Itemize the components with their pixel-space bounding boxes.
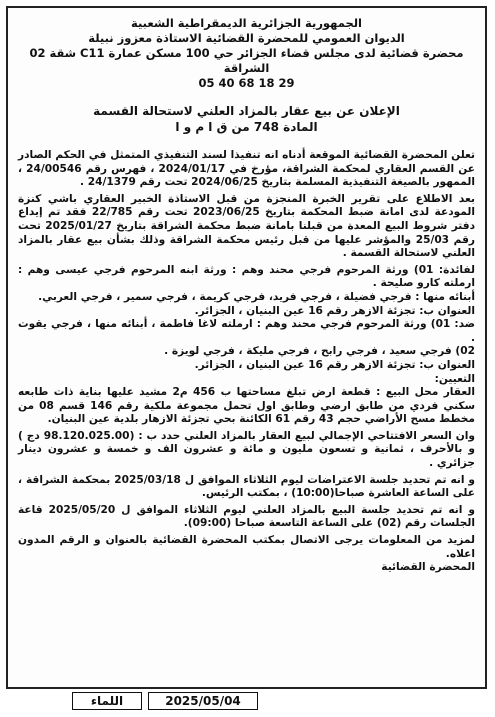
notice-title-article: المادة 748 من ق ا م و ا (175, 120, 318, 134)
paragraph-sale-session: و انه تم تحديد جلسة البيع بالمزاد العلني ليوم الثلاثاء الموافق ل 2025/05/20 قاعة الجلسات رقم (02) على الساعة التاسعة صباحا (09:00). (18, 503, 475, 530)
paragraph-designation-label: التعيين: (434, 372, 475, 385)
paragraph-against-2: 02) فرجي سعيد ، فرجي رابح ، فرجي مليكة ، فرجي لويزة . (164, 345, 475, 358)
paragraph-contact: لمزيد من المعلومات يرجى الاتصال بمكتب المحضرة القضائية بالعنوان و الرقم المدون اعلاه. (18, 534, 475, 560)
republic-name: الجمهورية الجزائرية الديمقراطية الشعبية (130, 16, 362, 30)
legal-notice (6, 6, 487, 689)
paragraph-beneficiary-address: العنوان ب: تجزئة الازهر رقم 16 عين البنيان ، الجزائر. (194, 304, 475, 317)
office-address: محضرة قضائية لدى مجلس قضاء الجزائر حي 100 مسكن عمارة C11 شقة 02 (29, 46, 464, 60)
notice-title (18, 103, 475, 135)
office-header (18, 16, 475, 91)
paragraph-intro: تعلن المحضرة القضائية الموقعة أدناه انه تنفيذا لسند التنفيذي المتمثل في الحكم الصادر عن القسم العقاري لمحكمة الشراقة، مؤرخ في 2024/01/17 ، فهرس رقم 24/00546 ، الممهور بالصيغة التنفيذية المسلمة بتاريخ 2024/06/25 تحت رقم 24/1379 . (18, 149, 475, 189)
publication-footer (6, 690, 487, 714)
paragraph-beneficiary: لفائدة: 01) ورثة المرحوم فرجي محند وهم : ورثة ابنه المرحوم فرجي عيسى وهم : ارملته كارو صليحة . (18, 263, 476, 290)
paragraph-against: ضد: 01) ورثة المرحوم فرجي محند وهم : ارملته لاغا فاطمة ، أبنائه منها ، فرجي يقوت . (18, 318, 475, 344)
paragraph-signature: المحضرة القضائية (381, 561, 475, 574)
paragraph-property: العقار محل البيع : قطعة ارض تبلغ مساحتها ب 456 م2 مشيد عليها بناية ذات طابعه سكني فردي من طابق ارضي وطابق اول تحمل مجموعة ملكية رقم 146 قسم 08 من مخطط مسح الأراضي حجم 43 رقم 61 الكائنة بحي تجزئة الازهار بلدية عين البنيان. (18, 386, 475, 426)
paragraph-objections-session: و انه تم تحديد جلسة الاعتراضات ليوم الثلاثاء الموافق ل 2025/03/18 بمحكمة الشراقة ، على الساعة العاشرة صباحا(10:00) ، بمكتب الرئيس. (18, 473, 475, 500)
publication-date: 2025/05/04 (148, 692, 258, 710)
notice-body (18, 149, 475, 575)
paragraph-price: وان السعر الافتتاحي الإجمالي لبيع العقار بالمزاد العلني حدد ب : (98.120.025.00 دج ) و بالأحرف ، ثمانية و تسعون مليون و مائة و عشرون الف و خمسة و عشرون دينار جزائري . (18, 429, 475, 470)
office-phone: 05 40 68 18 29 (198, 76, 295, 90)
paragraph-expertise: بعد الاطلاع على تقرير الخبرة المنجزة من قبل الاستاذة الخبير العقاري باشي كنزة المودعة لدى امانة ضبط المحكمة بتاريخ 2023/06/25 تحت رقم 22/785 فقد تم إيداع دفتر شروط البيع المعدة من قبلنا بامانة ضبط محكمة الشراقة بتاريخ 2025/01/27 تحت رقم 25/03 والمؤشر عليها من قبل رئيس محكمة الشراقة وذلك بشأن بيع عقار بالمزاد العلني لاستحالة القسمة . (18, 192, 476, 260)
office-name: الديوان العمومي للمحضرة القضائية الاستاذة معزوز نبيلة (88, 31, 405, 45)
newspaper-name: اللماء (72, 692, 142, 710)
notice-title-main: الإعلان عن بيع عقار بالمزاد العلني لاستحالة القسمة (93, 104, 400, 118)
paragraph-beneficiary-children: أبنائه منها : فرجي فضيلة ، فرجي فريد، فرجي كريمة ، فرجي سمير ، فرجي العربي. (38, 290, 475, 303)
office-city: الشراقة (223, 61, 270, 75)
paragraph-against-address: العنوان ب: تجزئة الازهر رقم 16 عين البنيان ، الجزائر. (194, 358, 475, 371)
